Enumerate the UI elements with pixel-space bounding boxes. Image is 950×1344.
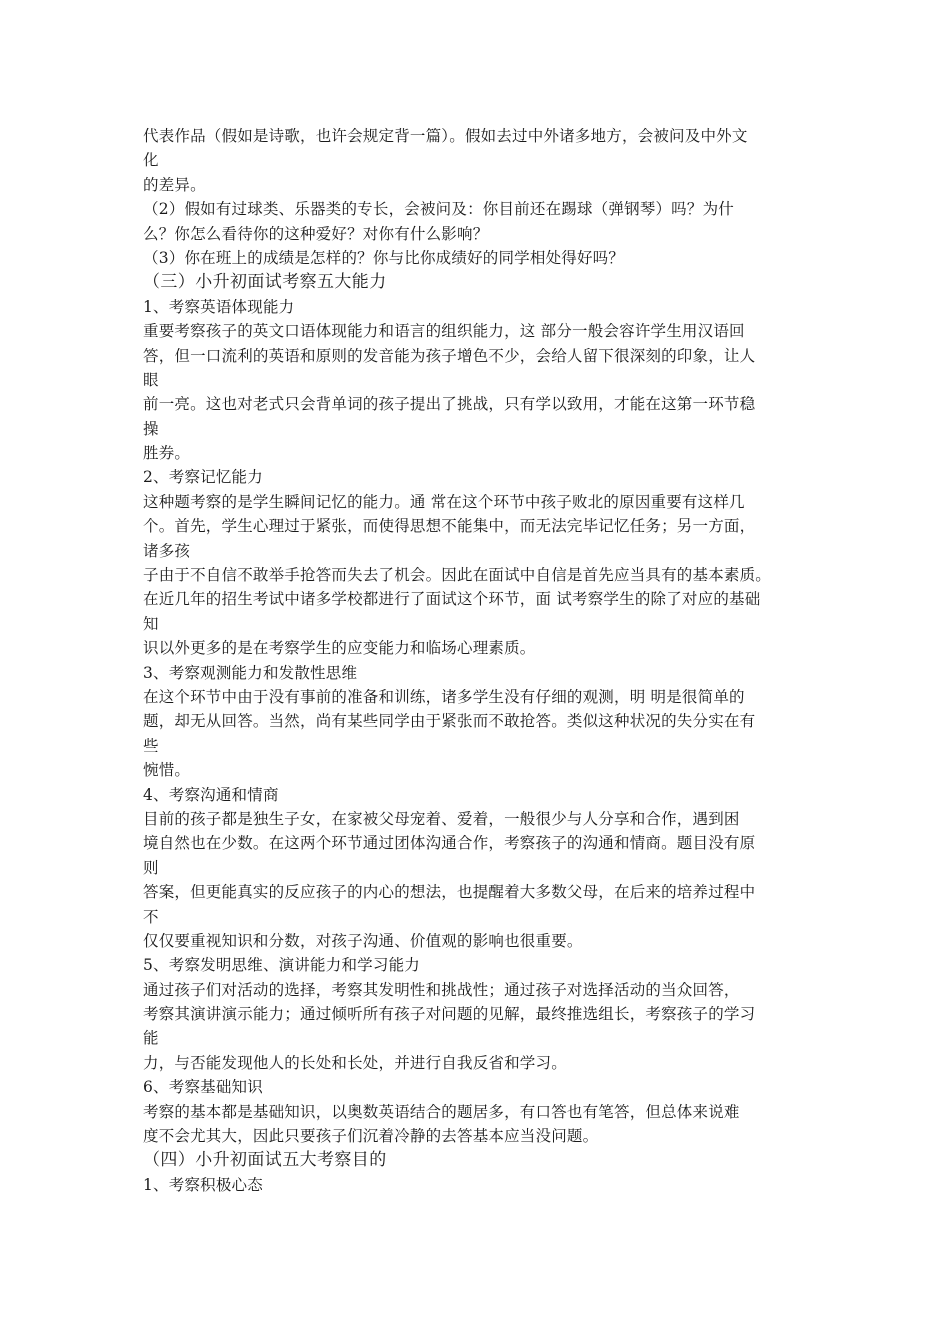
text-line: 不 [143,907,159,926]
text-line: 1、考察积极心态 [143,1175,263,1194]
text-line: 在这个环节中由于没有事前的准备和训练，诸多学生没有仔细的观测，明 明是很简单的 [143,687,745,706]
text-line: 题，却无从回答。当然，尚有某些同学由于紧张而不敢抢答。类似这种状况的失分实在有 [143,712,756,731]
text-line: 诸多孩 [143,541,191,560]
text-line: 操 [143,419,159,438]
text-line: 1、考察英语体现能力 [143,297,295,316]
text-line: 的差异。 [143,175,206,194]
text-line: 胜券。 [143,444,191,463]
text-line: 5、考察发明思维、演讲能力和学习能力 [143,956,420,975]
text-line: 这种题考察的是学生瞬间记忆的能力。通 常在这个环节中孩子败北的原因重要有这样几 [143,492,745,511]
text-line: 通过孩子们对活动的选择，考察其发明性和挑战性；通过孩子对选择活动的当众回答， [143,980,740,999]
text-line: 能 [143,1029,159,1048]
text-line: 则 [143,858,159,877]
text-line: 境自然也在少数。在这两个环节通过团体沟通合作，考察孩子的沟通和情商。题目没有原 [143,834,756,853]
text-line: 知 [143,614,159,633]
text-line: 重要考察孩子的英文口语体现能力和语言的组织能力，这 部分一般会容许学生用汉语回 [143,322,745,341]
text-line: （3）你在班上的成绩是怎样的？你与比你成绩好的同学相处得好吗？ [143,248,625,267]
text-line: 前一亮。这也对老式只会背单词的孩子提出了挑战，只有学以致用，才能在这第一环节稳 [143,395,756,414]
text-line: 考察其演讲演示能力；通过倾听所有孩子对问题的见解，最终推选组长，考察孩子的学习 [143,1005,756,1024]
text-line: 6、考察基础知识 [143,1078,263,1097]
document-body [143,124,815,1197]
text-line: 答，但一口流利的英语和原则的发音能为孩子增色不少，会给人留下很深刻的印象，让人 [143,346,756,365]
text-line: 识以外更多的是在考察学生的应变能力和临场心理素质。 [143,639,536,658]
text-line: 度不会尤其大，因此只要孩子们沉着冷静的去答基本应当没问题。 [143,1127,599,1146]
text-line: 力，与否能发现他人的长处和长处，并进行自我反省和学习。 [143,1053,567,1072]
text-line: 个。首先，学生心理过于紧张，而使得思想不能集中，而无法完毕记忆任务；另一方面， [143,517,756,536]
text-line: 化 [143,151,159,170]
text-line: 考察的基本都是基础知识，以奥数英语结合的题居多，有口答也有笔答，但总体来说难 [143,1102,740,1121]
text-line: （2）假如有过球类、乐器类的专长，会被问及：你目前还在踢球（弹钢琴）吗？为什 [143,200,734,219]
text-line: 仅仅要重视知识和分数，对孩子沟通、价值观的影响也很重要。 [143,931,583,950]
text-line: 惋惜。 [143,761,191,780]
text-line: 目前的孩子都是独生子女，在家被父母宠着、爱着，一般很少与人分享和合作，遇到困 [143,809,740,828]
text-line: 代表作品（假如是诗歌，也许会规定背一篇）。假如去过中外诸多地方，会被问及中外文 [143,127,748,145]
text-line: 2、考察记忆能力 [143,468,263,487]
text-line: 眼 [143,370,159,389]
section-heading: （四）小升初面试五大考察目的 [143,1150,387,1171]
text-line: 答案，但更能真实的反应孩子的内心的想法，也提醒着大多数父母，在后来的培养过程中 [143,883,756,902]
section-heading: （三）小升初面试考察五大能力 [143,272,387,293]
text-line: 4、考察沟通和情商 [143,785,279,804]
text-line: 在近几年的招生考试中诸多学校都进行了面试这个环节，面 试考察学生的除了对应的基础 [143,590,761,609]
text-line: 子由于不自信不敢举手抢答而失去了机会。因此在面试中自信是首先应当具有的基本素质。 [143,566,772,585]
text-line: 些 [143,736,159,755]
text-line: 么？你怎么看待你的这种爱好？对你有什么影响？ [143,224,489,243]
text-line: 3、考察观测能力和发散性思维 [143,663,358,682]
